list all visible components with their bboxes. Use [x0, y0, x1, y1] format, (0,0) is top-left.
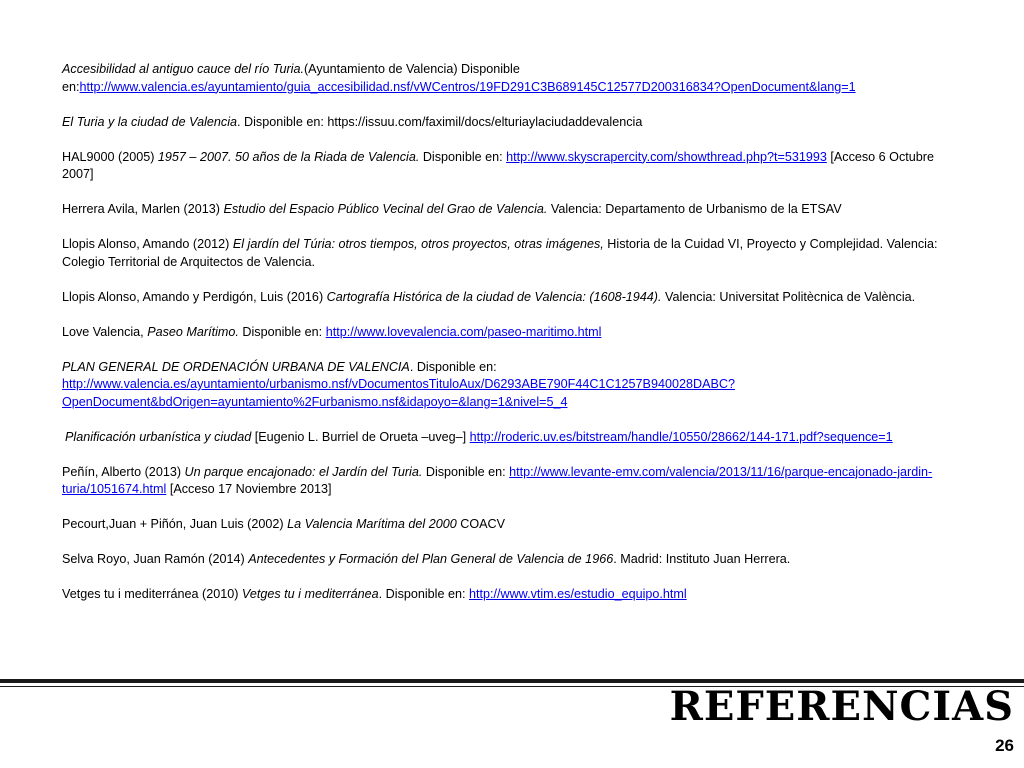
reference-text: Disponible en:: [419, 149, 507, 164]
reference-author: Llopis Alonso, Amando (2012): [62, 237, 233, 251]
reference-text: Disponible en:: [238, 324, 326, 339]
reference-item: [65, 429, 967, 447]
reference-author: Vetges tu i mediterránea (2010): [62, 587, 242, 601]
reference-title: Estudio del Espacio Público Vecinal del Grao de Valencia.: [223, 202, 548, 216]
reference-item: [62, 359, 967, 412]
page-number: 26: [995, 736, 1014, 755]
reference-text: Valencia: Departamento de Urbanismo de la ETSAV: [547, 202, 842, 216]
reference-title: PLAN GENERAL DE ORDENACIÓN URBANA DE VALENCIA: [62, 359, 410, 374]
reference-list: [62, 61, 967, 621]
reference-item: [62, 149, 967, 184]
reference-link[interactable]: http://www.levante-emv.com/valencia/2013/11/16/parque-encajonado-jardin-turia/1051674.html: [62, 464, 933, 496]
reference-item: [62, 236, 967, 271]
reference-item: [62, 551, 967, 569]
reference-title: Paseo Marítimo.: [147, 324, 239, 339]
reference-author: Herrera Avila, Marlen (2013): [62, 202, 224, 216]
reference-text: [Eugenio L. Burriel de Orueta –uveg–]: [251, 429, 470, 444]
reference-text: . Disponible en: https://issuu.com/faximil/docs/elturiaylaciudaddevalencia: [237, 114, 643, 129]
reference-link[interactable]: http://roderic.uv.es/bitstream/handle/10550/28662/144-171.pdf?sequence=1: [469, 429, 893, 444]
reference-author: Llopis Alonso, Amando y Perdigón, Luis (2016): [62, 289, 327, 304]
reference-link[interactable]: http://www.vtim.es/estudio_equipo.html: [468, 587, 687, 601]
reference-text: . Madrid: Instituto Juan Herrera.: [613, 552, 791, 566]
reference-item: [62, 586, 967, 604]
reference-link[interactable]: http://www.lovevalencia.com/paseo-maritimo.html: [325, 324, 602, 339]
reference-author: HAL9000 (2005): [62, 149, 158, 164]
reference-link[interactable]: http://www.valencia.es/ayuntamiento/guia_accesibilidad.nsf/vWCentros/19FD291C3B689145C12577D200316834?OpenDocument&lang=1: [79, 79, 856, 94]
reference-link[interactable]: http://www.skyscrapercity.com/showthread.php?t=531993: [506, 149, 827, 164]
reference-text: (Ayuntamiento de Valencia) Disponible en:: [62, 62, 520, 94]
reference-title: Un parque encajonado: el Jardín del Turia.: [184, 464, 423, 479]
reference-item: [62, 464, 967, 499]
reference-text: COACV: [456, 517, 506, 531]
reference-title: El Turia y la ciudad de Valencia: [62, 114, 238, 129]
reference-title: La Valencia Marítima del 2000: [287, 517, 457, 531]
reference-title: Planificación urbanística y ciudad: [65, 429, 252, 444]
reference-item: [62, 201, 967, 219]
reference-title: El jardín del Túria: otros tiempos, otros proyectos, otras imágenes,: [232, 237, 604, 251]
reference-author: Peñín, Alberto (2013): [62, 464, 185, 479]
reference-item: [62, 289, 967, 307]
section-title: REFERENCIAS: [669, 683, 1014, 730]
reference-text: . Disponible en:: [378, 587, 469, 601]
reference-item: [62, 114, 967, 132]
reference-title: 1957 – 2007. 50 años de la Riada de Valencia.: [157, 149, 420, 164]
reference-item: [62, 324, 967, 342]
reference-access-date: [Acceso 6 Octubre 2007]: [62, 149, 934, 181]
reference-title: Accesibilidad al antiguo cauce del río Turia.: [62, 62, 304, 76]
reference-title: Vetges tu i mediterránea: [241, 587, 379, 601]
reference-text: Disponible en:: [422, 464, 510, 479]
reference-access-date: [Acceso 17 Noviembre 2013]: [166, 482, 332, 496]
reference-title: Cartografía Histórica de la ciudad de Valencia: (1608-1944).: [326, 289, 662, 304]
reference-text: Historia de la Cuidad VI, Proyecto y Complejidad. Valencia: Colegio Territorial de Arquitectos de Valencia.: [62, 237, 938, 269]
reference-text: . Disponible en:: [409, 359, 497, 374]
reference-item: [62, 516, 967, 534]
reference-author: Love Valencia,: [62, 324, 148, 339]
reference-text: Valencia: Universitat Politècnica de València.: [661, 289, 916, 304]
reference-item: [62, 61, 967, 96]
reference-author: Selva Royo, Juan Ramón (2014): [62, 552, 249, 566]
reference-link[interactable]: http://www.valencia.es/ayuntamiento/urbanismo.nsf/vDocumentosTituloAux/D6293ABE790F44C1C1257B940028DABC?OpenDocument&bdOrigen=ayuntamiento%2Furbanismo.nsf&idapoyo=&lang=1&nivel=5_4: [62, 377, 735, 409]
reference-author: Pecourt,Juan + Piñón, Juan Luis (2002): [62, 517, 288, 531]
reference-title: Antecedentes y Formación del Plan General de Valencia de 1966: [248, 552, 614, 566]
